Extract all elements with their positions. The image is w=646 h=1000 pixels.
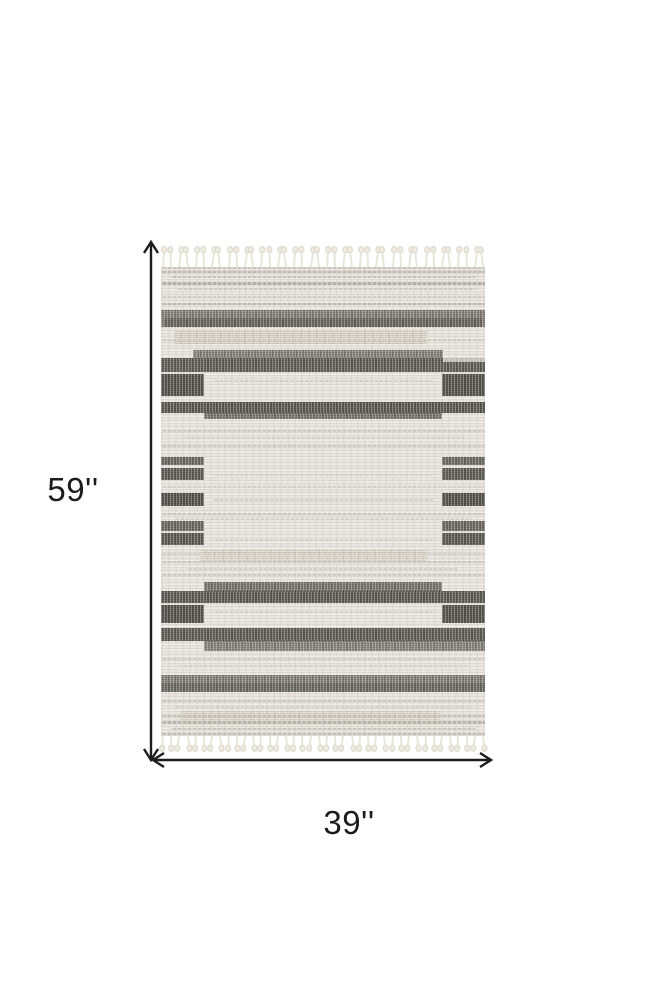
width-dimension-label: 39'' xyxy=(323,804,375,841)
tassel xyxy=(185,252,189,267)
rug-stripe xyxy=(161,733,485,735)
tassel xyxy=(400,736,402,746)
tassel xyxy=(219,736,222,746)
tassel xyxy=(416,736,419,746)
rug-stripe xyxy=(161,533,204,545)
tassel xyxy=(202,252,205,267)
tassel xyxy=(252,736,255,746)
tassel xyxy=(408,252,412,267)
rug-fringe-top xyxy=(162,244,484,267)
rug-stripe xyxy=(442,468,485,480)
rug-fabric xyxy=(161,267,485,736)
rug-stripe xyxy=(442,533,485,545)
rug-stripe xyxy=(204,641,485,651)
tassel xyxy=(293,736,296,746)
tassel xyxy=(244,252,248,267)
tassel xyxy=(342,252,346,267)
rug-stripe xyxy=(177,288,475,290)
rug-stripe xyxy=(161,296,485,298)
tassel xyxy=(326,252,329,267)
rug-stripe xyxy=(161,591,485,603)
rug-stripe xyxy=(161,402,485,413)
tassel xyxy=(441,252,445,267)
tassel xyxy=(367,736,369,746)
tassel xyxy=(349,252,353,267)
tassel xyxy=(293,252,296,267)
tassel xyxy=(235,252,238,267)
width-dimension-arrow xyxy=(147,748,497,774)
rug-stripe xyxy=(174,518,472,520)
rug-stripe xyxy=(161,605,204,623)
tassel xyxy=(285,736,288,746)
rug-stripe xyxy=(161,486,485,488)
tassel xyxy=(474,252,478,267)
tassel xyxy=(425,252,428,267)
rug-stripe xyxy=(161,683,485,692)
rug-stripe xyxy=(161,457,204,465)
tassel xyxy=(359,252,362,267)
rug-stripe xyxy=(180,437,465,439)
tassel xyxy=(382,252,386,267)
tassel xyxy=(358,736,361,746)
rug-stripe xyxy=(174,331,427,344)
rug-stripe xyxy=(161,339,485,341)
tassel xyxy=(203,736,205,746)
tassel xyxy=(275,736,278,746)
tassel xyxy=(228,252,231,267)
rug-stripe xyxy=(161,282,485,285)
tassel xyxy=(194,736,197,746)
rug-stripe xyxy=(171,728,476,730)
tassel xyxy=(480,252,484,267)
tassel xyxy=(325,736,328,746)
tassel xyxy=(440,736,443,746)
rug-stripe xyxy=(161,675,485,683)
rug-stripe xyxy=(161,445,485,447)
tassel xyxy=(407,736,410,746)
tassel xyxy=(466,736,468,746)
rug-stripe xyxy=(161,628,485,641)
tassel xyxy=(308,736,311,746)
rug-stripe xyxy=(174,706,472,708)
tassel xyxy=(334,252,337,267)
height-dimension-arrow xyxy=(138,237,164,763)
rug-stripe xyxy=(442,521,485,531)
tassel xyxy=(268,252,271,267)
tassel xyxy=(433,736,435,746)
rug-stripe xyxy=(161,574,485,576)
tassel xyxy=(301,736,303,746)
tassel xyxy=(318,736,321,746)
tassel xyxy=(316,252,320,267)
rug-stripe xyxy=(187,568,459,570)
rug-stripe xyxy=(161,658,485,660)
tassel xyxy=(301,252,304,267)
tassel xyxy=(465,252,468,267)
rug-stripe xyxy=(442,457,485,465)
tassel xyxy=(375,252,379,267)
rug-stripe xyxy=(161,721,485,724)
tassel xyxy=(457,736,460,746)
tassel xyxy=(178,252,182,267)
tassel xyxy=(367,252,370,267)
rug-stripe xyxy=(442,605,485,623)
rug-stripe xyxy=(442,493,485,506)
rug-stripe xyxy=(177,665,469,667)
tassel xyxy=(218,252,222,267)
rug-stripe xyxy=(213,499,433,501)
rug-stripe xyxy=(161,521,204,531)
rug-stripe xyxy=(161,513,485,515)
rug-stripe xyxy=(161,553,485,555)
tassel xyxy=(243,736,246,746)
tassel xyxy=(277,252,281,267)
tassel xyxy=(260,736,263,746)
tassel xyxy=(211,252,215,267)
tassel xyxy=(424,736,427,746)
tassel xyxy=(334,736,336,746)
rug-stripe xyxy=(442,374,485,396)
rug-stripe xyxy=(161,700,485,702)
rug-stripe xyxy=(213,380,433,382)
tassel xyxy=(341,736,344,746)
tassel xyxy=(227,736,230,746)
tassel xyxy=(170,252,173,267)
tassel xyxy=(351,736,354,746)
rug-stripe xyxy=(161,271,485,273)
rug-stripe xyxy=(171,276,476,278)
rug-stripe xyxy=(161,430,485,432)
rug-stripe xyxy=(164,318,482,327)
rug-stripe xyxy=(213,539,433,541)
rug-stripe xyxy=(161,715,485,717)
tassel xyxy=(269,736,271,746)
tassel xyxy=(457,252,460,267)
rug-stripe xyxy=(161,374,204,396)
rug-stripe xyxy=(161,303,485,305)
tassel xyxy=(447,252,451,267)
rug-image xyxy=(161,244,485,753)
tassel xyxy=(210,736,213,746)
rug-stripe xyxy=(213,611,433,613)
tassel xyxy=(170,736,172,746)
height-dimension-label: 59'' xyxy=(47,471,99,508)
tassel xyxy=(392,252,395,267)
tassel xyxy=(187,736,190,746)
tassel xyxy=(250,252,254,267)
rug-stripe xyxy=(161,468,204,480)
tassel xyxy=(310,252,314,267)
rug-stripe xyxy=(161,493,204,506)
rug-stripe xyxy=(204,582,442,591)
rug-stripe xyxy=(161,561,485,563)
tassel xyxy=(260,252,263,267)
rug-stripe xyxy=(193,350,442,358)
tassel xyxy=(236,736,238,746)
tassel xyxy=(391,736,394,746)
tassel xyxy=(283,252,287,267)
tassel xyxy=(195,252,198,267)
tassel xyxy=(472,736,475,746)
rug-stripe xyxy=(161,267,485,269)
tassel xyxy=(399,252,402,267)
tassel xyxy=(449,736,452,746)
tassel xyxy=(374,736,377,746)
rug-stripe xyxy=(161,358,485,372)
rug-stripe xyxy=(213,474,433,476)
tassel xyxy=(414,252,418,267)
tassel xyxy=(177,736,180,746)
tassel xyxy=(383,736,386,746)
rug-stripe xyxy=(204,413,442,419)
tassel xyxy=(432,252,435,267)
tassel xyxy=(482,736,485,746)
rug-stripe xyxy=(443,358,485,362)
